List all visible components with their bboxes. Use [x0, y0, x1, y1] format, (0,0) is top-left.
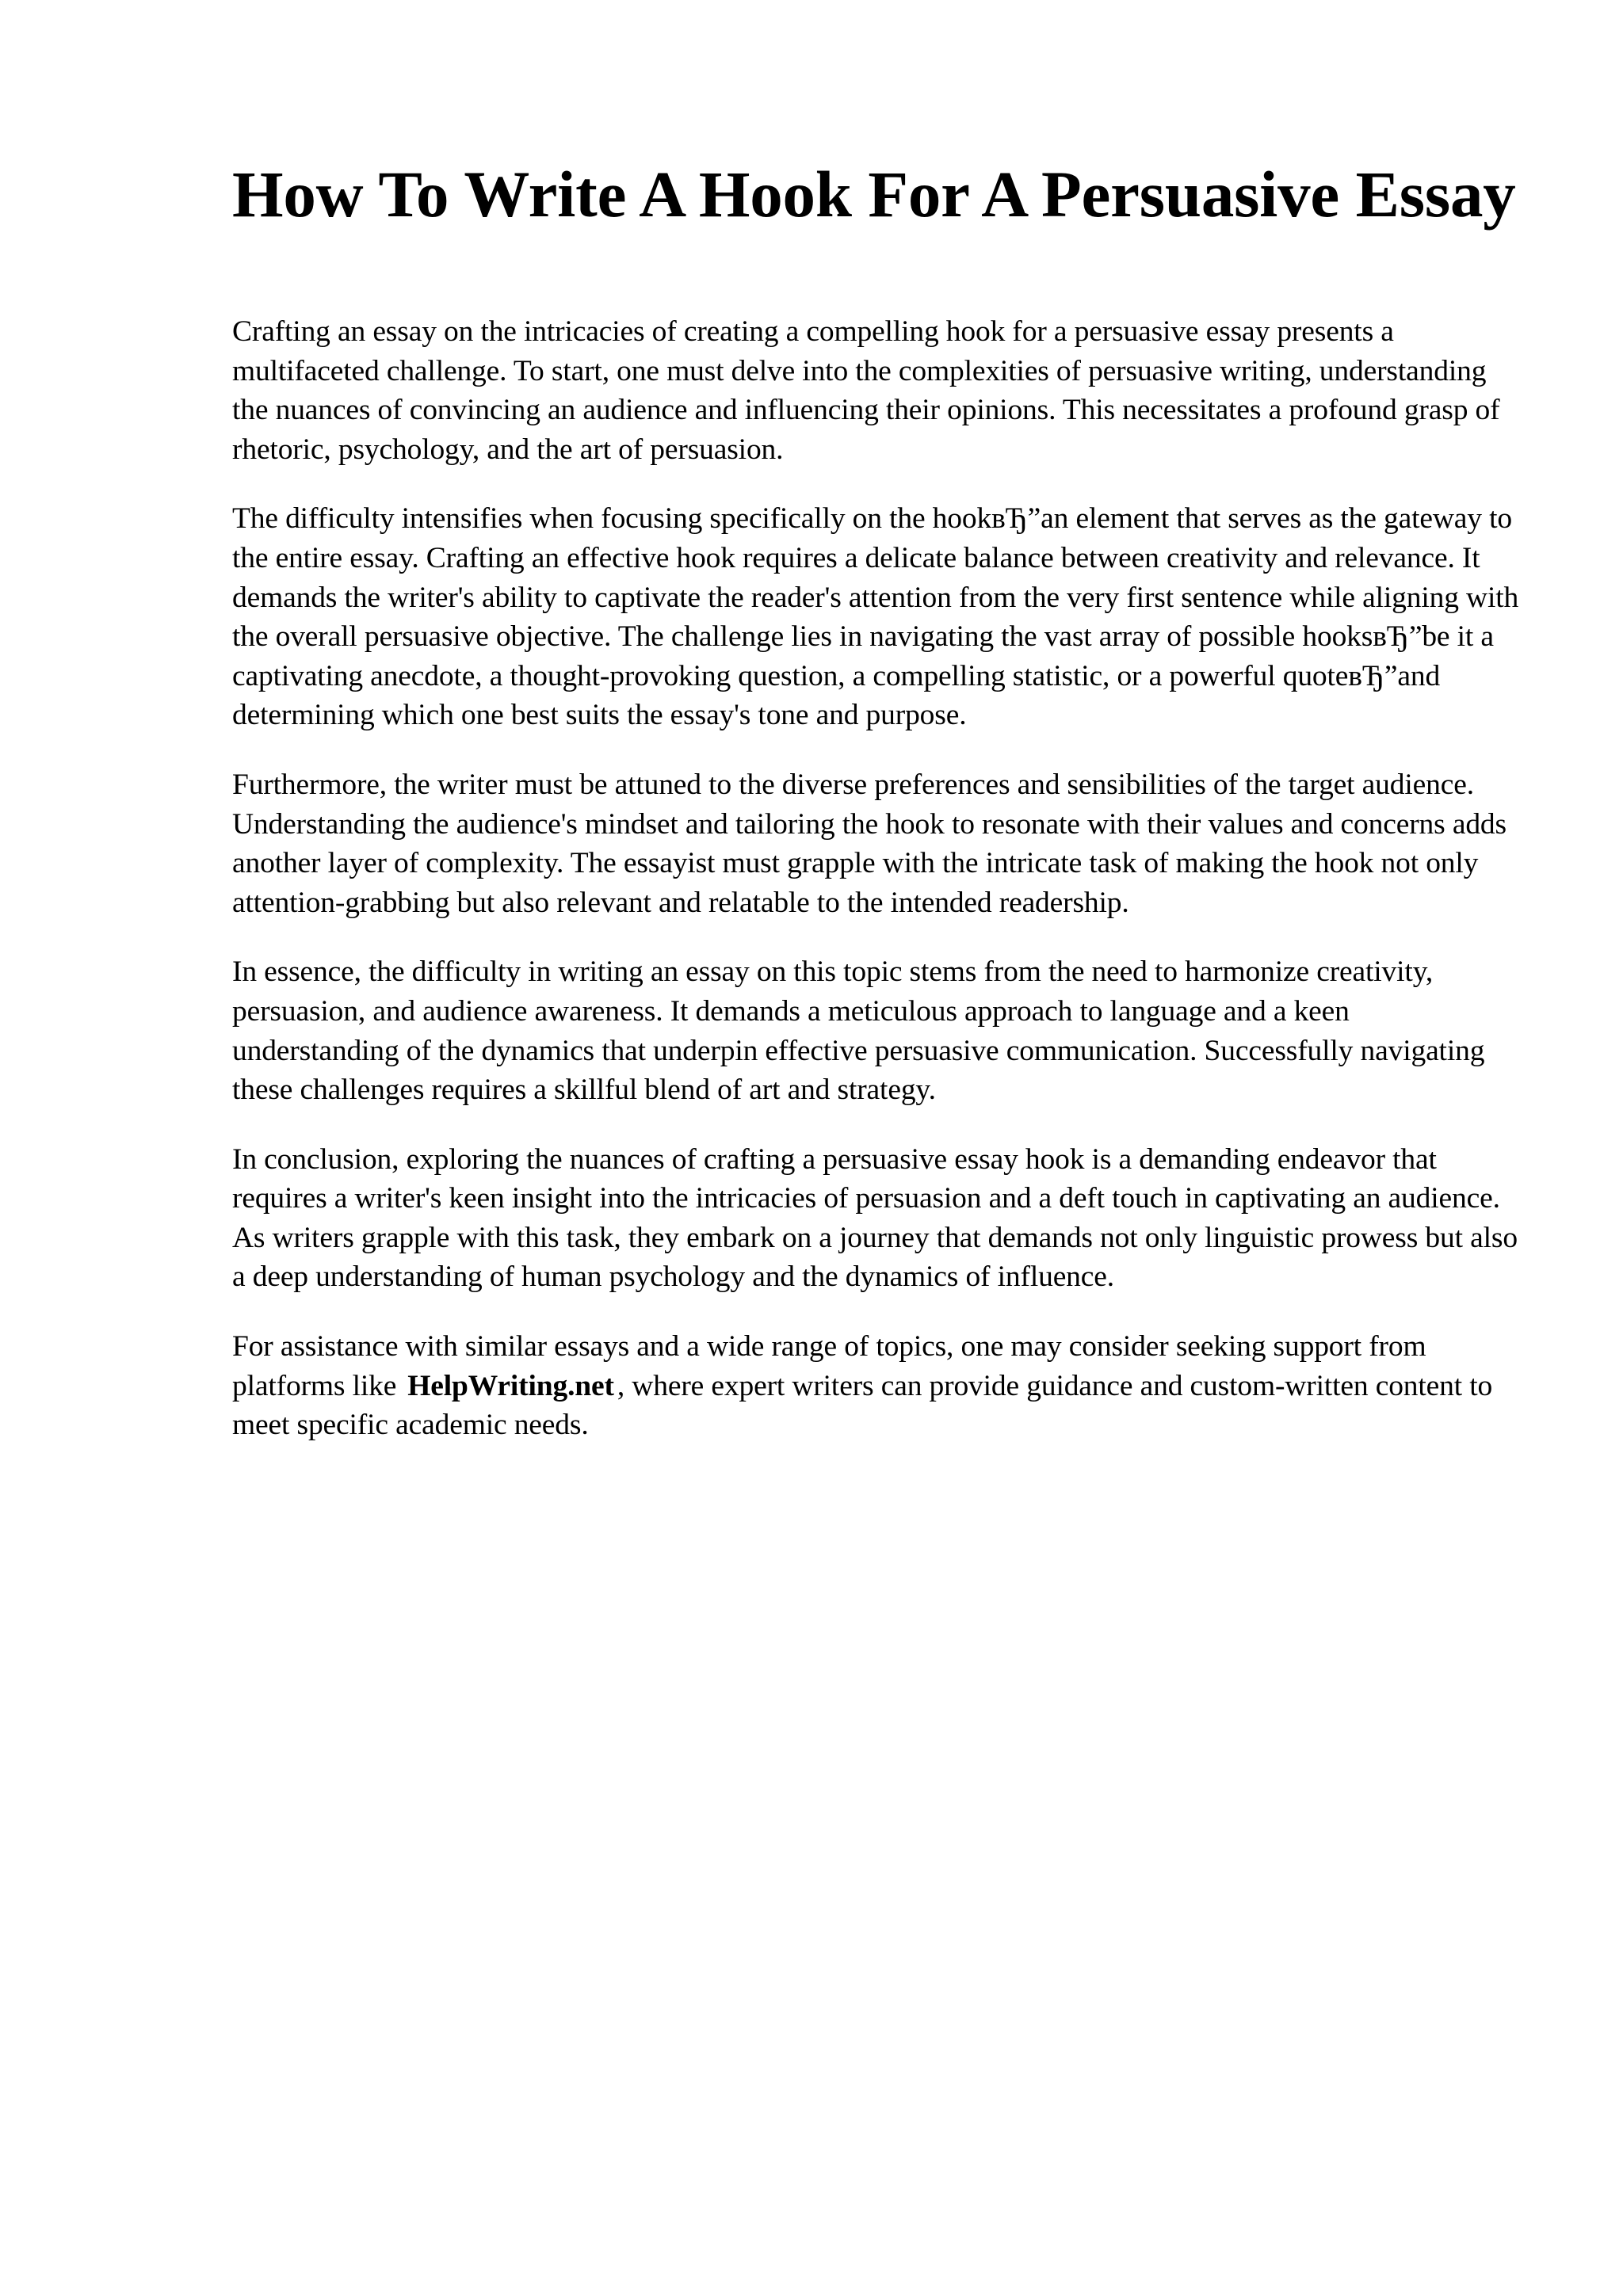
- document-page: [232, 151, 1595, 1475]
- paragraph-3: Furthermore, the writer must be attuned to the diverse preferences and sensibilities of the target audience. Understanding the audience's mindset and tailoring the hook to resonate with their values and concerns adds another layer of complexity. The essayist must grapple with the intricate task of making the hook not only attention-grabbing but also relevant and relatable to the intended readership.: [232, 768, 1507, 919]
- helpwriting-brand-link[interactable]: HelpWriting.net: [407, 1369, 614, 1402]
- paragraph-4: In essence, the difficulty in writing an essay on this topic stems from the need to harmonize creativity, persuasion, and audience awareness. It demands a meticulous approach to language and a keen understanding of the dynamics that underpin effective persuasive communication. Successfully navigating these challenges requires a skillful blend of art and strategy.: [232, 955, 1485, 1107]
- document-title: How To Write A Hook For A Persuasive Essay: [232, 158, 1516, 231]
- document-body: [232, 312, 1520, 1445]
- closing-text-after: , where expert writers can provide guidance and custom-written content to meet specific academic needs.: [232, 1369, 1493, 1442]
- paragraph-5: In conclusion, exploring the nuances of crafting a persuasive essay hook is a demanding endeavor that requires a writer's keen insight into the intricacies of persuasion and a deft touch in captivating an audience. As writers grapple with this task, they embark on a journey that demands not only linguistic prowess but also a deep understanding of human psychology and the dynamics of influence.: [232, 1142, 1518, 1294]
- paragraph-closing: [232, 1327, 1520, 1445]
- paragraph-2: The difficulty intensifies when focusing specifically on the hookвЂ”an element that serves as the gateway to the entire essay. Crafting an effective hook requires a delicate balance between creativity and relevance. It demands the writer's ability to captivate the reader's attention from the very first sentence while aligning with the overall persuasive objective. The challenge lies in navigating the vast array of possible hooksвЂ”be it a captivating anecdote, a thought-provoking question, a compelling statistic, or a powerful quoteвЂ”and determining which one best suits the essay's tone and purpose.: [232, 502, 1519, 732]
- paragraph-1: Crafting an essay on the intricacies of creating a compelling hook for a persuasive essay presents a multifaceted challenge. To start, one must delve into the complexities of persuasive writing, understanding the nuances of convincing an audience and influencing their opinions. This necessitates a profound grasp of rhetoric, psychology, and the art of persuasion.: [232, 315, 1500, 466]
- closing-text-before: For assistance with similar essays and a wide range of topics, one may consider seeking support from platforms like: [232, 1330, 1426, 1402]
